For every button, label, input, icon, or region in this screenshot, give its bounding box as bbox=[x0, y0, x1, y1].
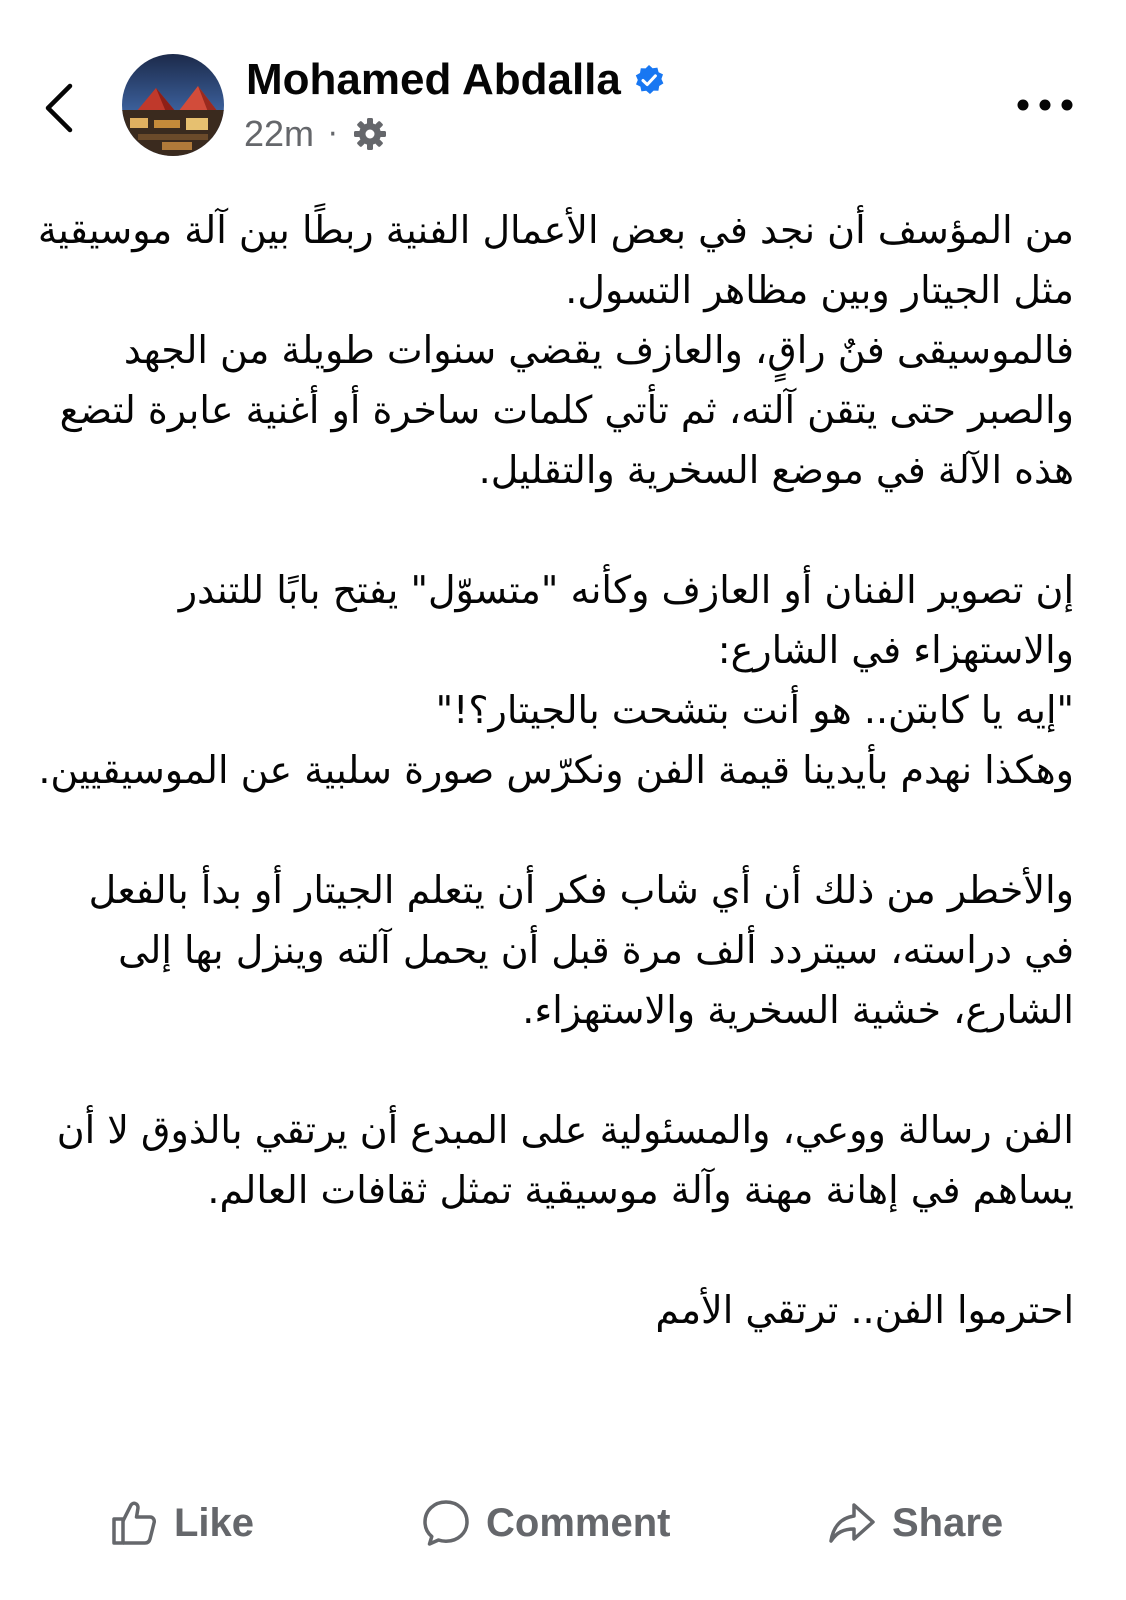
post-actions-bar bbox=[0, 1488, 1126, 1558]
author-name[interactable]: Mohamed Abdalla bbox=[246, 55, 621, 104]
back-button[interactable] bbox=[36, 76, 84, 140]
post-text bbox=[30, 200, 1074, 1450]
share-arrow-icon bbox=[826, 1497, 878, 1549]
like-button[interactable] bbox=[108, 1488, 254, 1558]
like-label: Like bbox=[174, 1500, 255, 1545]
share-label: Share bbox=[892, 1500, 1004, 1545]
share-button[interactable] bbox=[826, 1488, 1003, 1558]
comment-label: Comment bbox=[486, 1500, 671, 1545]
avatar-image bbox=[122, 54, 224, 156]
more-dots-icon bbox=[1014, 90, 1076, 120]
post-meta bbox=[244, 112, 388, 156]
post-header bbox=[0, 40, 1126, 180]
avatar[interactable] bbox=[122, 54, 224, 156]
thumbs-up-icon bbox=[108, 1497, 160, 1549]
post-paragraph: والأخطر من ذلك أن أي شاب فكر أن يتعلم الجيتار أو بدأ بالفعل في دراسته، سيتردد ألف مرة قبل أن يحمل آلته وينزل بها إلى الشارع، خشية السخرية والاستهزاء. bbox=[88, 868, 1074, 1032]
meta-separator: · bbox=[328, 116, 338, 152]
post-timestamp[interactable]: 22m bbox=[244, 113, 315, 154]
gear-icon[interactable] bbox=[352, 116, 388, 152]
post-paragraph: من المؤسف أن نجد في بعض الأعمال الفنية ربطًا بين آلة موسيقية مثل الجيتار وبين مظاهر التسول. فالموسيقى فنٌ راقٍ، والعازف يقضي سنوات طويلة من الجهد والصبر حتى يتقن آلته، ثم تأتي كلمات ساخرة أو أغنية عابرة لتضع هذه الآلة في موضع السخرية والتقليل. bbox=[37, 208, 1074, 492]
chevron-left-icon bbox=[36, 76, 84, 140]
verified-badge-icon bbox=[633, 64, 665, 96]
post-paragraph: احترموا الفن.. ترتقي الأمم bbox=[655, 1288, 1074, 1332]
post-paragraph: الفن رسالة ووعي، والمسئولية على المبدع أن يرتقي بالذوق لا أن يساهم في إهانة مهنة وآلة موسيقية تمثل ثقافات العالم. bbox=[56, 1108, 1074, 1212]
comment-button[interactable] bbox=[420, 1488, 670, 1558]
post-paragraph: إن تصوير الفنان أو العازف وكأنه "متسوّل" يفتح بابًا للتندر والاستهزاء في الشارع: "إيه يا كابتن.. هو أنت بتشحت بالجيتار؟!" وهكذا نهدم بأيدينا قيمة الفن ونكرّس صورة سلبية عن الموسيقيين. bbox=[38, 568, 1074, 792]
author-row bbox=[246, 52, 665, 108]
more-options-button[interactable] bbox=[1014, 90, 1076, 120]
comment-bubble-icon bbox=[420, 1497, 472, 1549]
